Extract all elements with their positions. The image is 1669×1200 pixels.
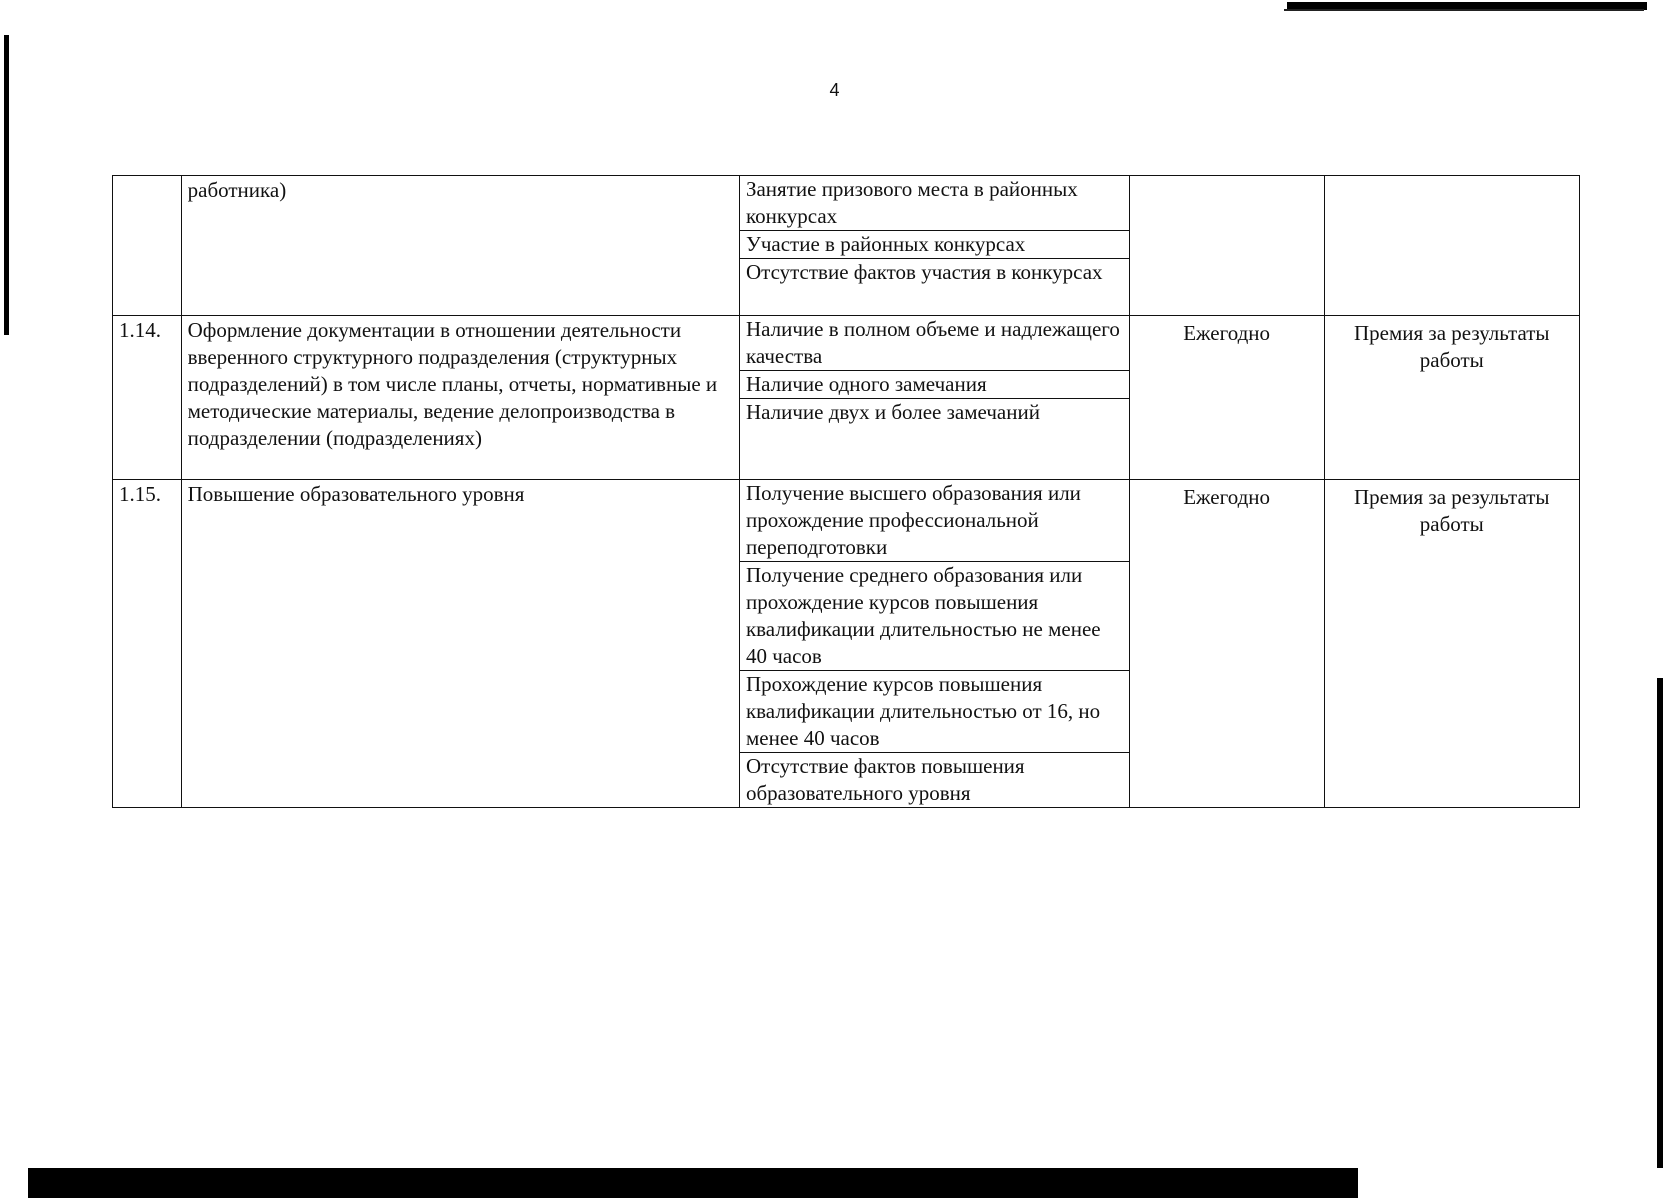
table-row <box>113 176 1580 316</box>
bonus-cell <box>1324 176 1579 316</box>
criterion-item: Наличие одного замечания <box>740 371 1129 399</box>
row-number <box>113 176 182 316</box>
bonus-cell: Премия за результаты работы <box>1324 316 1579 480</box>
criteria-cell <box>739 176 1129 316</box>
criterion-item: Наличие в полном объеме и надлежащего качества <box>740 316 1129 371</box>
criteria-table <box>112 175 1580 808</box>
indicator-name: Повышение образовательного уровня <box>181 480 739 808</box>
criteria-cell <box>739 316 1129 480</box>
row-number: 1.14. <box>113 316 182 480</box>
criterion-item: Наличие двух и более замечаний <box>745 400 1040 424</box>
table-row <box>113 316 1580 480</box>
scan-artifact-right-line <box>1657 678 1663 1168</box>
period-cell: Ежегодно <box>1129 480 1324 808</box>
table-row <box>113 480 1580 808</box>
criterion-item: Прохождение курсов повышения квалификации длительностью от 16, но менее 40 часов <box>740 671 1129 753</box>
scan-artifact-top-line <box>1284 9 1644 11</box>
scan-artifact-bottom-bar <box>28 1168 1358 1198</box>
page-number: 4 <box>829 80 840 100</box>
period-cell: Ежегодно <box>1129 316 1324 480</box>
criterion-item: Получение среднего образования или прохождение курсов повышения квалификации длительностью не менее 40 часов <box>740 562 1129 671</box>
indicator-name: работника) <box>181 176 739 316</box>
bonus-cell: Премия за результаты работы <box>1324 480 1579 808</box>
period-cell <box>1129 176 1324 316</box>
criterion-item: Занятие призового места в районных конкурсах <box>740 176 1129 231</box>
criterion-item: Отсутствие фактов повышения образовательного уровня <box>745 754 1025 805</box>
indicator-name: Оформление документации в отношении деятельности вверенного структурного подразделения (структурных подразделений) в том числе планы, отчеты, нормативные и методические материалы, ведение делопроизводства в подразделении (подразделениях) <box>181 316 739 480</box>
row-number: 1.15. <box>113 480 182 808</box>
criteria-cell <box>739 480 1129 808</box>
criterion-item: Отсутствие фактов участия в конкурсах <box>745 260 1103 284</box>
criterion-item: Получение высшего образования или прохождение профессиональной переподготовки <box>740 480 1129 562</box>
criterion-item: Участие в районных конкурсах <box>740 231 1129 259</box>
